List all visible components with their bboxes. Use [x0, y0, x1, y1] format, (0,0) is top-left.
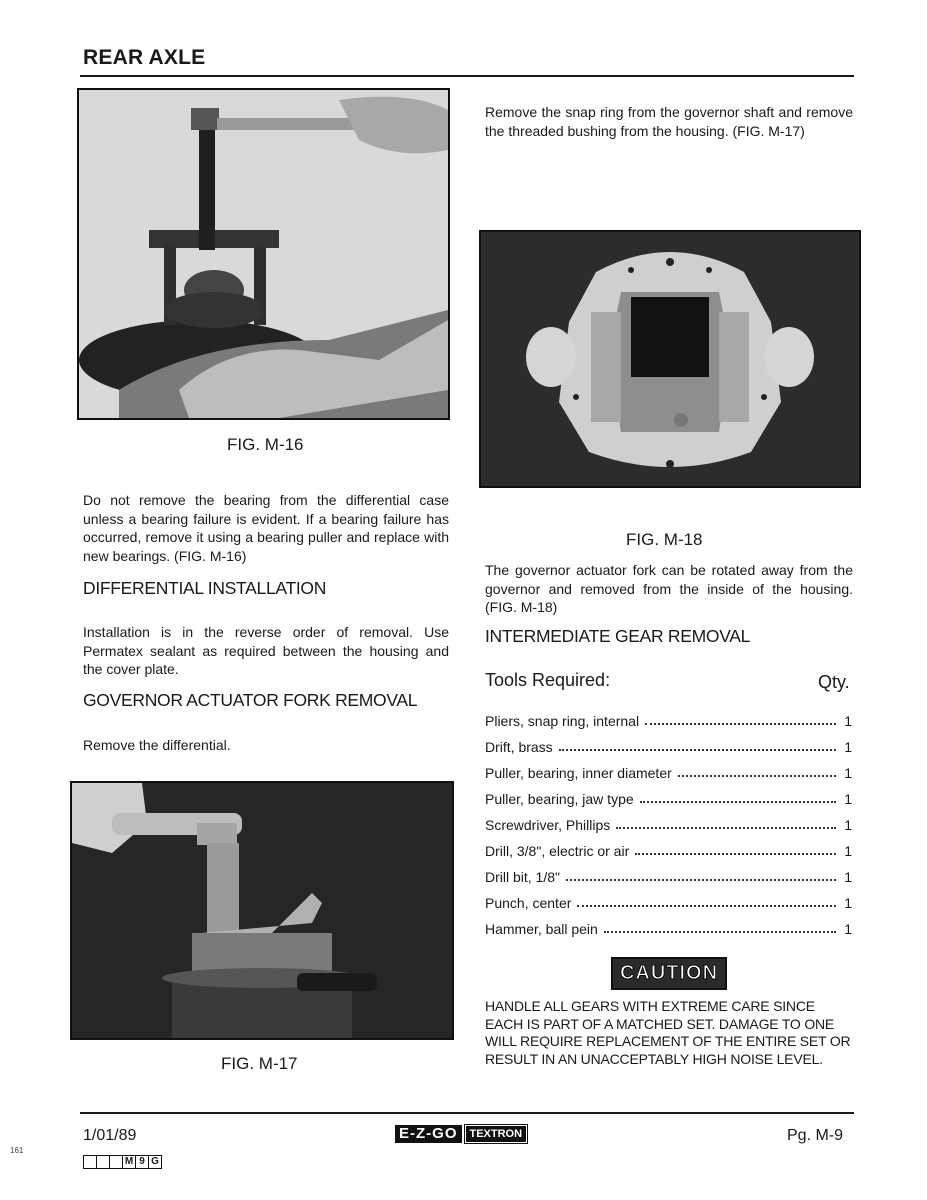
leader-dots	[678, 774, 836, 777]
tool-qty: 1	[844, 895, 852, 911]
ezgo-textron-logo	[395, 1125, 527, 1143]
leader-dots	[645, 722, 836, 725]
para-snap-ring: Remove the snap ring from the governor shaft and remove the threaded bushing from the housing. (FIG. M-17)	[485, 104, 853, 139]
tool-qty: 1	[844, 869, 852, 885]
para-installation: Installation is in the reverse order of removal. Use Permatex sealant as required between the housing and the cover plate.	[83, 624, 449, 677]
code-box: M	[122, 1155, 136, 1169]
footer-page-number: Pg. M-9	[787, 1127, 844, 1144]
fig-m16-photo	[77, 88, 450, 420]
tool-row	[485, 839, 852, 859]
margin-number: 161	[10, 1146, 24, 1155]
tool-qty: 1	[844, 739, 852, 755]
heading-governor-fork-removal: GOVERNOR ACTUATOR FORK REMOVAL	[83, 690, 418, 710]
code-box	[96, 1155, 110, 1169]
tool-name: Hammer, ball pein	[485, 921, 598, 937]
fig-m18-caption: FIG. M-18	[626, 530, 703, 549]
tool-row	[485, 917, 852, 937]
tool-qty: 1	[844, 817, 852, 833]
tools-required-label: Tools Required:	[485, 670, 611, 690]
heading-intermediate-gear-removal: INTERMEDIATE GEAR REMOVAL	[485, 626, 751, 646]
tool-name: Puller, bearing, inner diameter	[485, 765, 672, 781]
fig-m18-photo	[479, 230, 861, 488]
logo-brand: E-Z-GO	[395, 1125, 462, 1143]
para-bearing-removal: Do not remove the bearing from the differential case unless a bearing failure is evident. If a bearing failure has occurred, remove it using a bearing puller and replace with new bearings. (FIG. M-16)	[83, 492, 449, 564]
caution-label: CAUTION	[619, 962, 719, 984]
leader-dots	[577, 904, 836, 907]
header-rule	[80, 75, 854, 77]
footer-date: 1/01/89	[83, 1127, 137, 1144]
leader-dots	[635, 852, 836, 855]
tool-row	[485, 735, 852, 755]
document-code-boxes	[83, 1155, 161, 1169]
leader-dots	[604, 930, 836, 933]
tool-qty: 1	[844, 921, 852, 937]
leader-dots	[640, 800, 836, 803]
tool-qty: 1	[844, 791, 852, 807]
tool-name: Pliers, snap ring, internal	[485, 713, 640, 729]
tool-qty: 1	[844, 843, 852, 859]
tool-row	[485, 865, 852, 885]
tool-name: Screwdriver, Phillips	[485, 817, 611, 833]
tool-name: Drift, brass	[485, 739, 553, 755]
code-box: G	[148, 1155, 162, 1169]
qty-label: Qty.	[818, 672, 850, 692]
tool-row	[485, 813, 852, 833]
tool-name: Puller, bearing, jaw type	[485, 791, 634, 807]
page-title: REAR AXLE	[83, 46, 206, 69]
para-fork-removal: The governor actuator fork can be rotated away from the governor and removed from the inside of the housing. (FIG. M-18)	[485, 562, 853, 615]
heading-differential-installation: DIFFERENTIAL INSTALLATION	[83, 578, 327, 598]
tool-row	[485, 709, 852, 729]
code-box	[83, 1155, 97, 1169]
tool-name: Drill bit, 1/8"	[485, 869, 560, 885]
fig-m16-caption: FIG. M-16	[227, 435, 304, 454]
code-box: 9	[135, 1155, 149, 1169]
tool-qty: 1	[844, 713, 852, 729]
tool-name: Punch, center	[485, 895, 572, 911]
leader-dots	[559, 748, 836, 751]
fig-m17-photo	[70, 781, 454, 1040]
fig-m17-caption: FIG. M-17	[221, 1054, 298, 1073]
tool-name: Drill, 3/8", electric or air	[485, 843, 630, 859]
tool-row	[485, 891, 852, 911]
leader-dots	[616, 826, 836, 829]
footer-rule	[80, 1112, 854, 1114]
tool-qty: 1	[844, 765, 852, 781]
caution-badge	[611, 957, 727, 990]
caution-text: HANDLE ALL GEARS WITH EXTREME CARE SINCE EACH IS PART OF A MATCHED SET. DAMAGE TO ONE WILL REQUIRE REPLACEMENT OF THE ENTIRE SET OR RESULT IN AN UNACCEPTABLY HIGH NOISE LEVEL.	[485, 998, 851, 1067]
tool-row	[485, 761, 852, 781]
leader-dots	[566, 878, 836, 881]
code-box	[109, 1155, 123, 1169]
para-remove-differential: Remove the differential.	[83, 737, 231, 753]
tool-row	[485, 787, 852, 807]
logo-parent: TEXTRON	[465, 1125, 528, 1143]
